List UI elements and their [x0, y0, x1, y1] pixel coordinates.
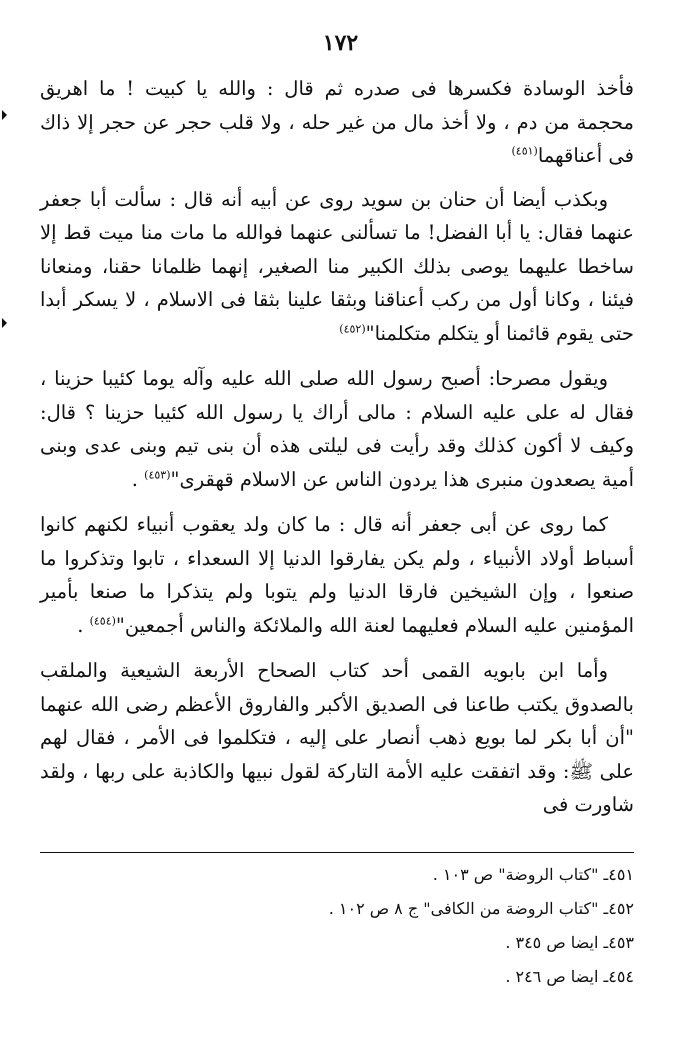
paragraph-2 — [40, 183, 634, 351]
footnote-number: ٤٥٤ـ — [603, 967, 634, 986]
margin-mark-icon — [2, 318, 7, 328]
paragraph-text: وبكذب أيضا أن حنان بن سويد روى عن أبيه أنه قال : سألت أبا جعفر عنهما فقال: يا أبا الفضل! ما تسألنى عنهما فوالله ما مات منا ميت قط إلا ساخطا عليهما يوصى بذلك الكبير منا الصغير، إنهما ظلمانا حقنا، ومنعانا فيئنا ، وكانا أول من ركب أعناقنا وبثقا علينا بثقا فى الاسلام ، لا يسكر أبدا حتى يقوم قائمنا أو يتكلم متكلمنا" — [40, 187, 634, 345]
footnote-text: ايضا ص ٢٤٦ . — [505, 967, 599, 986]
page-number: ١٧٢ — [322, 30, 359, 56]
footnote-number: ٤٥٢ـ — [603, 899, 634, 918]
paragraph-text: كما روى عن أبى جعفر أنه قال : ما كان ولد يعقوب أنبياء لكنهم كانوا أسباط أولاد الأنبياء ، ولم يكن يفارقوا الدنيا إلا السعداء ، تابوا وتذكروا ما صنعوا ، وإن الشيخين فارقا الدنيا ولم يتوبا ولم يتذكرا ما صنعا بأمير المؤمنين عليه السلام فعليهما لعنة الله والملائكة والناس أجمعين" — [40, 513, 634, 637]
footnote-text: ايضا ص ٣٤٥ . — [505, 933, 599, 952]
body-text — [40, 72, 634, 834]
footnote-divider — [40, 852, 634, 853]
footnote-text: "كتاب الروضة" ص ١٠٣ . — [432, 865, 599, 884]
footnote-text: "كتاب الروضة من الكافى" ج ٨ ص ١٠٢ . — [328, 899, 599, 918]
paragraph-4 — [40, 508, 634, 642]
footnote-454 — [40, 960, 634, 994]
paragraph-5 — [40, 654, 634, 822]
footnote-reference: (٤٥٣) — [144, 468, 171, 481]
paragraph-text: ويقول مصرحا: أصبح رسول الله صلى الله عليه وآله يوما كئيبا حزينا ، فقال له على عليه السلام : مالى أراك يا رسول الله كئيبا حزينا ؟ قال: وكيف لا أكون كذلك وقد رأيت فى ليلتى هذه أن بنى تيم وبنى عدى وبنى أمية يصعدون منبرى هذا يردون الناس عن الاسلام قهقرى" — [40, 367, 634, 491]
footnote-reference: (٤٥٤) — [89, 614, 116, 627]
footnote-number: ٤٥٣ـ — [603, 933, 634, 952]
footnotes — [40, 858, 634, 994]
margin-mark-icon — [2, 110, 7, 120]
paragraph-text: فأخذ الوسادة فكسرها فى صدره ثم قال : والله يا كبيت ! ما اهريق محجمة من دم ، ولا أخذ مال من غير حله ، ولا قلب حجر عن حجر إلا ذاك فى أعناقهما — [40, 77, 634, 167]
paragraph-text: وأما ابن بابويه القمى أحد كتاب الصحاح الأربعة الشيعية والملقب بالصدوق يكتب طاعنا فى الصديق الأكبر والفاروق الأعظم رضى الله عنهما "أن أبا بكر لما بويع ذهب أنصار على إليه ، فتكلموا فى الأمر ، فقال لهم على ﷺ: وقد اتفقت عليه الأمة التاركة لقول نبيها والكاذبة على ربها ، ولقد شاورت فى — [40, 659, 635, 816]
footnote-452 — [40, 892, 634, 926]
footnote-453 — [40, 926, 634, 960]
paragraph-tail: . — [131, 467, 145, 491]
paragraph-tail: . — [77, 613, 90, 637]
footnote-451 — [40, 858, 634, 892]
footnote-reference: (٤٥٢) — [339, 322, 366, 335]
paragraph-1 — [40, 72, 634, 173]
footnote-number: ٤٥١ـ — [603, 865, 634, 884]
paragraph-3 — [40, 362, 634, 496]
footnote-reference: (٤٥١) — [511, 144, 538, 158]
